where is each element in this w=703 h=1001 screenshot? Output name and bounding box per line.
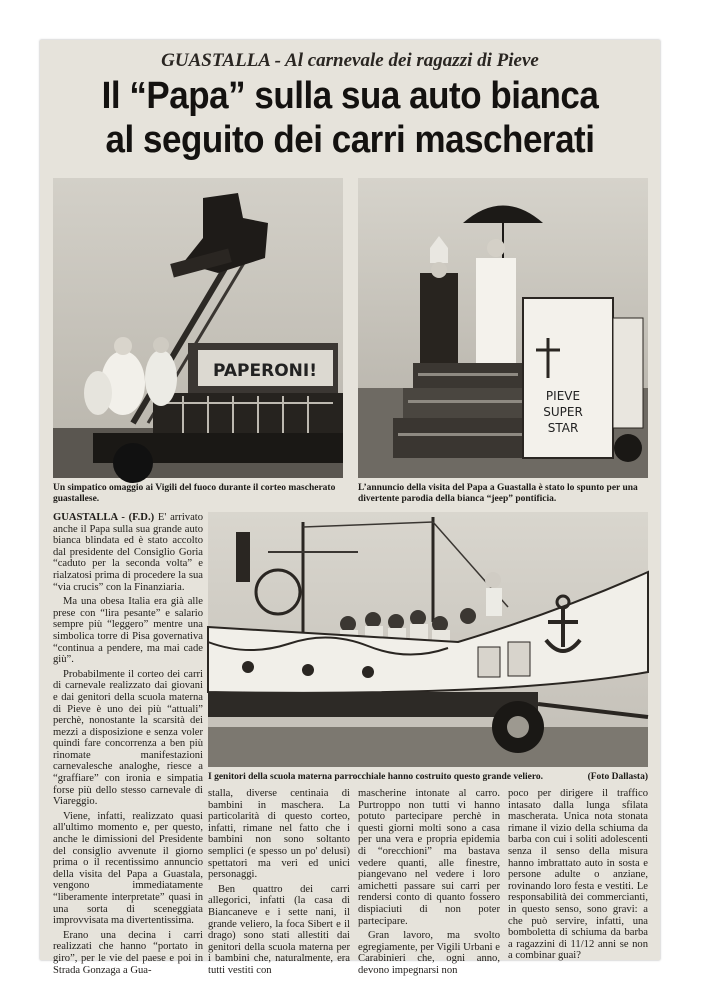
article-col1-p5: Erano una decina i carri realizzati che hanno “portato in giro”, per le vie del paese e poi in Strada Gonzaga a Gua- — [53, 929, 203, 976]
pieve-sign-line-2: SUPER — [543, 405, 583, 419]
article-col3-p1: mascherine intonate al carro. Purtroppo non tutti vi hanno potuto partecipare perchè in questi giorni molti sono a casa per una vera e propria epidemia di “orecchioni” ma bastava vedere quanti, alle finestre, piangevano nel vedere i loro amichetti passare sui carri per rendersi conto di quanto fossero dispiaciuti di non poter partecipare. — [358, 788, 500, 927]
caption-ship-photo: I genitori della scuola materna parrocchiale hanno costruito questo grande veliero. — [208, 772, 544, 782]
article-col1-p2: Ma una obesa Italia era già alle prese con “lira pesante” e salario sempre più “leggero” mentre una simbolica torre di Pisa governativa “continua a pendere, ma mai cade giù”. — [53, 596, 203, 666]
article-column-2 — [208, 788, 350, 980]
article-col1-p1: E' arrivato anche il Papa sulla sua grande auto bianca blindata ed è stato accolto dal presidente del Consiglio Goria “caduto per la seconda volta” e rialzatosi prima di procedere la sua “via crucis” con la Finanziaria. — [53, 512, 204, 593]
pieve-sign-line-3: STAR — [547, 421, 579, 435]
article-col2-p1: stalla, diverse centinaia di bambini in maschera. La particolarità di questo corteo, infatti, rimane nel fatto che i bambini non sono soltanto semplici (e spesso un po' delusi) spettatori ma veri ed unici personaggi. — [208, 788, 350, 881]
photo-pope-float — [358, 178, 648, 478]
photo-firefighters-float — [53, 178, 343, 478]
caption-right-photo: L’annuncio della visita del Papa a Guastalla è stato lo spunto per una divertente parodia della bianca “jeep” pontificia. — [358, 483, 638, 504]
headline — [40, 74, 660, 162]
article-col2-p2: Ben quattro dei carri allegorici, infatti (la casa di Biancaneve e i sette nani, il grande veliero, la foca Sibert e il drago) sono stati allestiti dai genitori della scuola materna per i bambini che, naturalmente, era tutti vestiti con — [208, 883, 350, 976]
article-dateline: GUASTALLA - (F.D.) — [53, 512, 155, 523]
caption-left-photo: Un simpatico omaggio ai Vigili del fuoco durante il corteo mascherato guastallese. — [53, 483, 336, 504]
kicker: GUASTALLA - Al carnevale dei ragazzi di Pieve — [161, 50, 539, 71]
article-column-3 — [358, 788, 500, 980]
article-column-4 — [508, 788, 648, 965]
article-col4-p1: poco per dirigere il traffico intasato dalla lunga sfilata mascherata. Unica nota stonata rimane il vizio della schiuma da barba con cui i soliti adolescenti senza il senso della misura hanno imbrattato auto in sosta e persone adulte o anziane, rovinando loro festa e vestiti. Le responsabilità dei commercianti, in questo senso, sono gravi: a che può servire, infatti, una bomboletta di schiuma da barba a ragazzini di 11/12 anni se non a combinar guai? — [508, 788, 648, 962]
newspaper-clipping — [40, 40, 660, 976]
headline-line-2: al seguito dei carri mascherati — [105, 119, 595, 161]
pieve-sign-line-1: PIEVE — [545, 389, 581, 403]
article-col3-p2: Gran lavoro, ma svolto egregiamente, per Vigili Urbani e Carabinieri che, ogni anno, devono impegnarsi non — [358, 930, 500, 976]
headline-line-1: Il “Papa” sulla sua auto bianca — [101, 75, 599, 117]
paperoni-sign: PAPERONI! — [213, 361, 317, 381]
photo-credit: (Foto Dallasta) — [587, 772, 648, 782]
article-column-1 — [53, 512, 203, 979]
photo-sailing-ship-float — [208, 512, 648, 767]
article-col1-p3: Probabilmente il corteo dei carri di carnevale realizzato dai giovani e dai genitori della scuola materna di Pieve è uno dei più “attuali” perchè, nonostante la scarsità dei mezzi a disposizione e senza voler quindi fare concorrenza a ben più rinomate manifestazioni carnevalesche analoghe, riesce a “graffiare” con ironia e simpatia forse più dello stesso carnevale di Viareggio. — [53, 668, 203, 808]
article-col1-p4: Viene, infatti, realizzato quasi all'ultimo momento e, per questo, anche le dimissioni del Presidente del consiglio avvenute il giorno prima o il recentissimo annuncio della visita del Papa a Guastala, vengono immediatamente “liberamente interpretate” quasi in una sorta di sceneggiata improvvisata ma divertentissima. — [53, 810, 203, 927]
